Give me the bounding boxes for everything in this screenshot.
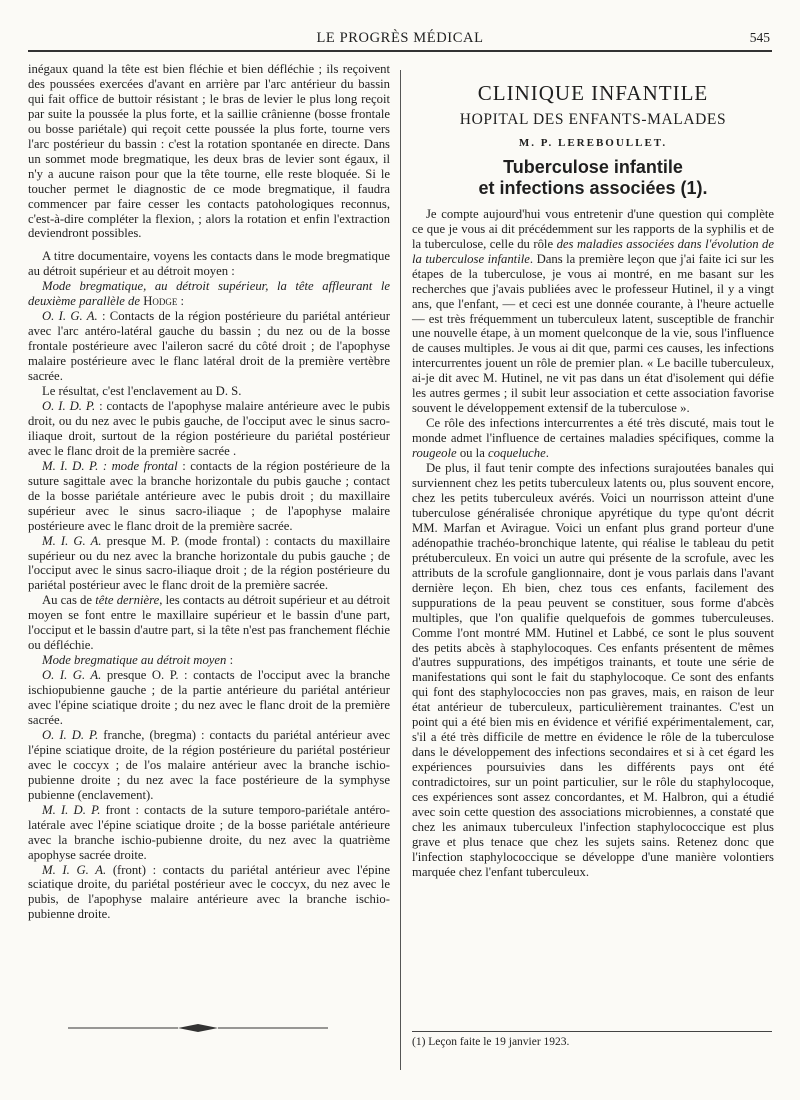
text: Ce rôle des infections intercurrentes a été très discuté, mais tout le monde admet l'influence de certaines maladies spécifiques, comme la — [412, 416, 774, 446]
paragraph — [28, 399, 390, 459]
paragraph — [28, 653, 390, 668]
text: : contacts de l'apophyse malaire antérieure avec le pubis droit, ou du nez avec le pubis gauche, de l'occiput avec le sinus sacro-iliaque droit, surtout de la région postérieure du pariétal postérieur avec le flanc droit de la première sacrée . — [28, 398, 390, 458]
text: front : contacts de la suture temporo-pariétale antéro-latérale avec l'épine sciatique droite ; de la bosse pariétale antérieure avec la branche ischio-pubienne droite, du nez avec la quatrième apophyse sacrée droite. — [28, 802, 390, 862]
left-column — [28, 62, 390, 922]
text: ou la — [456, 446, 489, 461]
text: Au cas de — [42, 593, 96, 608]
text: , les contacts au détroit supérieur et au détroit moyen se font entre le maxillaire supérieur et le bassin d'une part, l'occiput et le bassin d'autre part, si la tête n'est pas franchement fléchie ou défléchie. — [28, 593, 390, 653]
header-rule — [28, 50, 772, 52]
presentation-label: O. I. D. P. — [42, 727, 99, 742]
paragraph — [28, 534, 390, 594]
paragraph — [28, 593, 390, 653]
presentation-label: O. I. G. A. — [42, 668, 102, 683]
paragraph — [28, 863, 390, 923]
title-line-1: Tuberculose infantile — [503, 156, 683, 177]
title-line-2: et infections associées (1). — [478, 177, 708, 198]
paragraph — [412, 207, 774, 416]
paragraph — [28, 309, 390, 384]
column-divider — [400, 70, 401, 1070]
presentation-label: M. I. D. P. — [42, 802, 101, 817]
footnote: (1) Leçon faite le 19 janvier 1923. — [412, 1036, 570, 1048]
paragraph: Le résultat, c'est l'enclavement au D. S. — [42, 384, 242, 399]
text: Je compte aujourd'hui vous entretenir d'une question qui complète ce que je vous ai dit précédemment sur les rapports de la syphilis et de la tuberculose, celle du rôle — [412, 206, 774, 251]
presentation-label: M. I. G. A. — [42, 533, 102, 548]
page-number: 545 — [749, 30, 770, 45]
author-line: M. P. LEREBOULLET. — [518, 136, 668, 149]
italic-text: Mode bregmatique, au détroit supérieur, la tête affleurant le deuxième parallèle de — [28, 279, 390, 309]
paragraph: inégaux quand la tête est bien fléchie et bien défléchie ; ils reçoivent des poussées exercées d'avant en arrière par l'arc antérieur du bassin qui fait office de buttoir résistant ; le bras de levier le plus long reçoit par suite la poussée la plus forte, et la saillie crânienne (bosse frontale ou bosse pariétale) qui reçoit cette poussée la plus forte, tourne vers l'arc postérieur du bassin : c'est la rotation spontanée en directe. Dans un sommet mode bregmatique, les deux bras de levier sont égaux, il n'y a aucune raison pour que la tête tourne, elle reste bloquée. Si le toucher permet le diagnostic de ce mode bregmatique, il faudra commencer par faire cesser les contacts patohologiques reconnus, c'est-à-dire compléter la flexion, ; alors la rotation et enfin l'extraction deviendront possibles. — [28, 62, 390, 241]
end-ornament — [68, 1021, 328, 1035]
italic-text: tête dernière — [95, 593, 160, 608]
text: presque O. P. : contacts de l'occiput avec la branche ischiopubienne gauche ; de la partie antérieure du pariétal antérieur avec l'épine sciatique droite ; du nez avec le flanc droit de la première sacrée. — [28, 668, 390, 727]
text: : — [177, 294, 185, 309]
text: : Contacts de la région postérieure du pariétal antérieur avec l'arc antéro-latéral gauche du bassin ; du nez ou de la bosse frontale postérieure avec l'aileron sacré du côté droit ; de l'apophyse malaire postérieure avec le flanc latéral droit de la première vertèbre sacrée. — [28, 309, 391, 384]
paragraph — [28, 803, 390, 863]
presentation-label: O. I. D. P. — [42, 398, 96, 413]
italic-text: rougeole — [412, 446, 457, 461]
page-header — [28, 30, 772, 52]
article-title — [412, 157, 774, 199]
paragraph — [28, 728, 390, 803]
text: : — [226, 653, 234, 668]
text: . — [545, 446, 549, 461]
paragraph — [28, 279, 390, 309]
journal-title: LE PROGRÈS MÉDICAL — [316, 30, 484, 46]
text: : contacts de la région postérieure de la suture sagittale avec la branche horizontale du pubis gauche ; contact de la bosse pariétale antérieure avec le pubis droit ; du maxillaire supérieur avec le sinus sacro-iliaque ; de l'apophyse malaire postérieure avec le flanc droit de la première sacrée. — [28, 458, 390, 533]
paragraph — [412, 416, 774, 461]
presentation-label: O. I. G. A. — [42, 309, 98, 324]
text: . Dans la première leçon que j'ai faite ici sur les étapes de la tuberculose, je vous ai montré, en me basant sur les recherches que j'avais publiées avec le professeur Hutinel, il y a vingt ans, que l'enfant, — et ceci est une donnée courante, à l'heure actuelle — est très fréquemment un tuberculeux latent, susceptible de franchir une nouvelle étape, à un moment quelconque de la vie, sous l'influence de causes multiples. Je vous ai dit que, parmi ces causes, les infections intercurrentes jouent un rôle de premier plan. « Le bacille tuberculeux, ai-je dit avec M. Hutinel, ne vit pas dans un état d'isolement qui défie les autres germes ; il subit leur association et cette association favorise souvent le développement extensif de la tuberculose ». — [412, 251, 774, 416]
section-heading: CLINIQUE INFANTILE — [477, 81, 709, 105]
small-caps-text: Hodge — [143, 294, 178, 309]
text: franche, (bregma) : contacts du pariétal antérieur avec l'épine sciatique droite, de la région postérieure du pariétal postérieur avec le coccyx ; de l'os malaire antérieur avec la branche ischio-pubienne droite ; du nez avec la face postérieure de la symphyse pubienne (enclavement). — [28, 727, 390, 802]
paragraph: A titre documentaire, voyens les contacts dans le mode bregmatique au détroit supérieur et au détroit moyen : — [28, 249, 390, 279]
footnote-rule — [412, 1031, 772, 1032]
italic-text: Mode bregmatique au détroit moyen — [42, 653, 227, 668]
text: presque M. P. (mode frontal) : contacts du maxillaire supérieur ou du nez avec la branche horizontale du pubis gauche ; de l'occiput avec le sinus sacro-iliaque droit ; de la région postérieure du pariétal postérieur avec le flanc droit de la première sacrée. — [28, 533, 390, 593]
paragraph: De plus, il faut tenir compte des infections surajoutées banales qui surviennent chez les petits tuberculeux latents ou, plus souvent encore, chez les petits tuberculeux avérés. Voici un nourrisson atteint d'une tuberculose généralisée chronique apyrétique du type qu'ont décrit MM. Marfan et Avirague. Voici un enfant plus grand porteur d'une adénopathie trachéo-bronchique latente, qui réalise le tableau du petit prétuberculeux. En voici un autre qui présente de la scrofule, avec les attributs de la scrofule ganglionnaire, dont je vous parlais dans l'avant dernière leçon. Eh bien, chez tous ces enfants, facilement des suppurations de la peau peuvent se constituer, sous forme d'abcès multiples, que l'on qualifie quelquefois de gommes tuberculeuses. Comme l'ont montré MM. Hutinel et Labbé, ce sont le plus souvent des petits abcès à staphylocoques. Ces enfants présentent de mêmes d'autres suppurations, des impétigos trainants, et toute une série de manifestations qui sont le fait du staphylocoque. Ce sont des enfants qui font des staphylococcies non pas graves, mais, en raison de leur état antérieur de tuberculeux, particulièrement trainantes. C'est un point qui a été bien mis en évidence et vérifié expérimentalement, car, s'il a été très difficile de mettre en évidence le rôle de la tuberculose dans le développement des infections secondaires et si à cet égard les expériences poursuivies dans les différents pays ont été contradictoires, sur un point particulier, sur le rôle du staphylocoque, ces expériences sont assez concordantes, et M. Halbron, qui a étudié avec soin cette question des associations microbiennes, a constaté que chez les animaux tuberculeux l'infection staphylococcique est plus grave et plus tenace que chez les sujets sains. Retenez donc que l'infection staphylococcique se développe d'une manière volontiers marquée chez l'enfant tuberculeux. — [412, 461, 774, 879]
text: (front) : contacts du pariétal antérieur avec l'épine sciatique droite, du pariétal postérieur avec le coccyx, du nez avec le pubis, de l'apophyse malaire antérieure avec la branche ischio-pubienne droite. — [28, 862, 390, 922]
italic-text: coqueluche — [488, 446, 546, 461]
hospital-heading: HOPITAL DES ENFANTS-MALADES — [459, 110, 727, 128]
presentation-label: M. I. D. P. : mode frontal — [42, 458, 178, 473]
paragraph — [28, 459, 390, 534]
right-column — [412, 62, 774, 880]
italic-text: des maladies associées dans l'évolution de la tuberculose infantile — [412, 236, 774, 266]
presentation-label: M. I. G. A. — [42, 862, 107, 877]
paragraph — [28, 668, 390, 728]
